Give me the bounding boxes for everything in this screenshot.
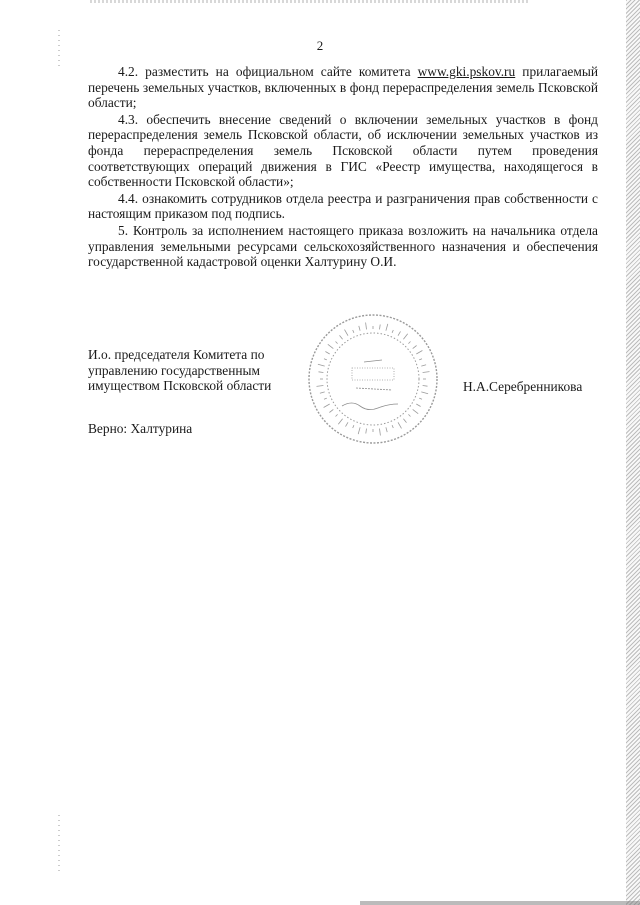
seal-icon [304, 310, 442, 448]
certified-copy-note: Верно: Халтурина [88, 421, 193, 436]
scan-edge-top [90, 0, 530, 3]
scan-edge-right [626, 0, 640, 905]
paragraph-5: 5. Контроль за исполнением настоящего приказа возложить на начальника отдела управления земельными ресурсами сельскохозяйственного назначения и обеспечения государственной кадастровой оценки Халтурину О.И. [88, 222, 598, 270]
paragraph-4-3: 4.3. обеспечить внесение сведений о включении земельных участков в фонд перераспределения земель Псковской области, об исключении земельных участков из фонда перераспределения земель Псковской области путем проведения соответствующих операций движения в ГИС «Реестр имущества, находящегося в собственности Псковской области»; [88, 111, 598, 190]
paragraph-4-2 [88, 64, 598, 111]
paragraph-4-4: 4.4. ознакомить сотрудников отдела реестра и разграничения прав собственности с настоящим приказом под подпись. [88, 190, 598, 222]
page-number: 2 [316, 38, 324, 53]
signer-position-line: управлению государственным [88, 362, 260, 378]
paragraph-4-2-after: прилагаемый перечень земельных участков, включенных в фонд перераспределения земель Псковской области; [88, 64, 598, 111]
signer-position [88, 347, 318, 394]
committee-website-link[interactable]: www.gki.pskov.ru [417, 64, 516, 79]
signer-position-line: И.о. председателя Комитета по [88, 347, 265, 362]
official-seal-stamp [304, 310, 442, 448]
paragraph-4-2-before: 4.2. разместить на официальном сайте комитета [118, 64, 418, 79]
scan-noise-left-bottom [58, 815, 60, 875]
signer-name: Н.А.Серебренникова [463, 379, 583, 394]
signer-position-line: имуществом Псковской области [88, 378, 272, 394]
document-body [88, 64, 598, 270]
scan-edge-bottom [360, 901, 640, 905]
